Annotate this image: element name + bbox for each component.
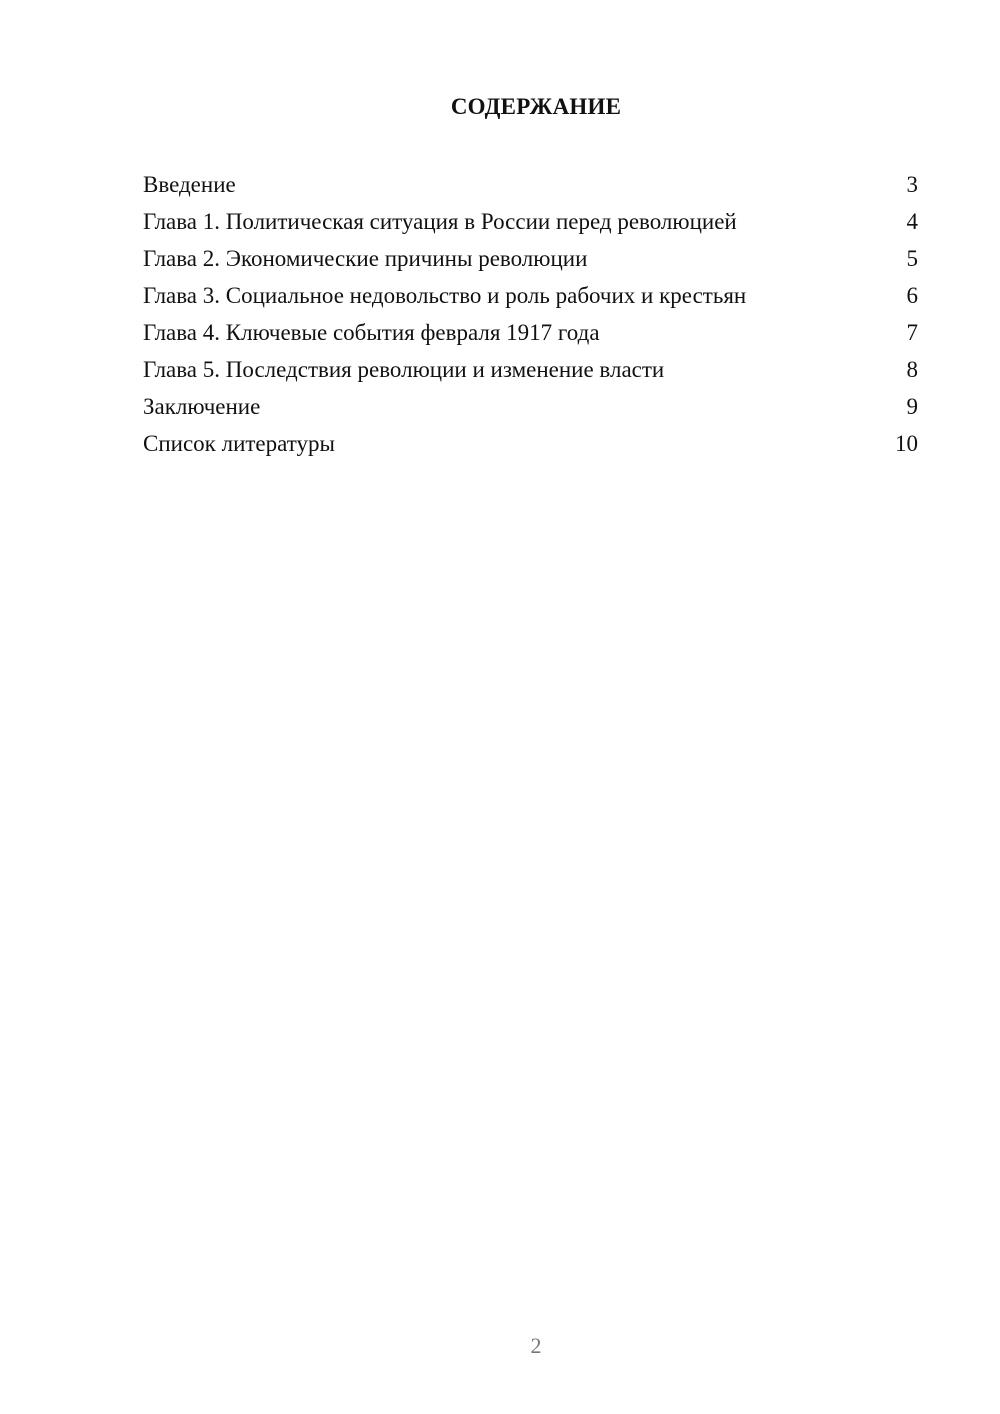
- toc-entry-label: Глава 2. Экономические причины революции: [143, 246, 588, 271]
- page-number: 2: [530, 1333, 542, 1358]
- toc-entry-page: 5: [906, 246, 918, 271]
- toc-list: [143, 166, 918, 462]
- toc-entry-label: Глава 5. Последствия революции и изменение власти: [143, 357, 665, 382]
- toc-entry-label: Введение: [143, 172, 236, 197]
- toc-entry-label: Заключение: [143, 394, 261, 419]
- toc-entry-references: [143, 425, 918, 462]
- toc-entry-page: 9: [906, 394, 918, 419]
- toc-entry-label: Глава 3. Социальное недовольство и роль рабочих и крестьян: [143, 283, 747, 308]
- toc-entry-page: 6: [906, 283, 918, 308]
- toc-entry-label: Список литературы: [143, 431, 335, 456]
- toc-entry-page: 7: [906, 320, 918, 345]
- toc-entry-page: 10: [895, 431, 918, 456]
- toc-entry-chapter-5: [143, 351, 918, 388]
- toc-entry-label: Глава 4. Ключевые события февраля 1917 года: [143, 320, 600, 345]
- toc-entry-page: 8: [906, 357, 918, 382]
- toc-title: СОДЕРЖАНИЕ: [450, 94, 622, 119]
- toc-entry-page: 4: [906, 209, 918, 234]
- toc-entry-chapter-1: [143, 203, 918, 240]
- toc-entry-label: Глава 1. Политическая ситуация в России перед революцией: [143, 209, 737, 234]
- toc-entry-chapter-2: [143, 240, 918, 277]
- toc-entry-page: 3: [906, 172, 918, 197]
- toc-entry-chapter-3: [143, 277, 918, 314]
- toc-entry-introduction: [143, 166, 918, 203]
- toc-entry-chapter-4: [143, 314, 918, 351]
- toc-entry-conclusion: [143, 388, 918, 425]
